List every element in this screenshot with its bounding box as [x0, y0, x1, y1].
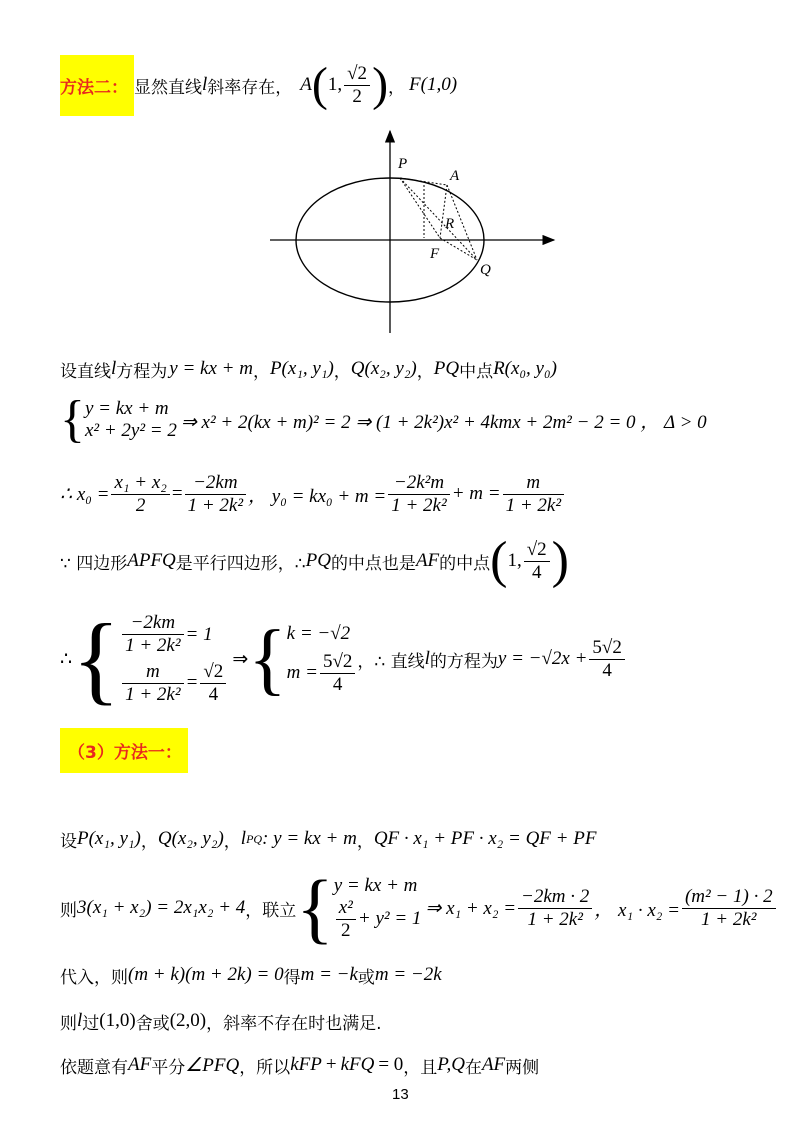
paren-left: (	[311, 58, 328, 111]
line9: 则 l 过 (1,0) 舍或 (2,0) ，斜率不存在时也满足.	[60, 1010, 382, 1034]
label-Q: Q	[480, 262, 491, 278]
line6: 设 P(x₁, y₁) ， Q(x₂, y₂) ， l PQ : y = kx + m ， QF · x₁ + PF · x₂ = QF + PF	[60, 828, 597, 852]
brace: {	[60, 391, 85, 448]
line5: ∴ { $\frac{-2km}{\text{1 + 2k²}}$ = 1 $\frac{m}{\text{1 + 2k²}}$ = $\frac{√2}{4}$ ⇒ { k = −√2 m = $\frac{5√2}{4}$ ，∴ 直线 l 的方程为 y = −√2x + $\frac{5√2}{4}$	[60, 604, 627, 714]
line3: ∴ x₀ = $\frac{\text{x₁ + x₂}}{2}$ = $\frac{-2km}{\text{1 + 2k²}}$ ， y₀ = kx₀ + m = $\frac{\text{−2k²m}}{\text{1 + 2k²}}$ + m = $\frac{m}{\text{1 + 2k²}}$	[60, 466, 566, 522]
method2-text: 显然直线	[134, 77, 202, 98]
line-l: l	[202, 74, 208, 95]
page-number: 13	[392, 1086, 409, 1103]
line1: 设直线 l 方程为 y = kx + m ， P(x₁, y₁) ， Q(x₂, y₂) ， PQ 中点 R(x₀, y₀)	[60, 358, 557, 382]
line8: 代入，则 (m + k)(m + 2k) = 0 得 m = −k 或 m = −2k	[60, 964, 442, 988]
method1-header	[60, 728, 188, 773]
label-R: R	[445, 216, 455, 232]
label-F: F	[430, 246, 440, 262]
ellipse-figure	[262, 125, 562, 335]
line2: { y = kx + m x² + 2y² = 2 ⇒ x² + 2(kx + m)² = 2 ⇒ (1 + 2k²)x² + 4kmx + 2m² − 2 = 0 ， Δ > 0	[60, 391, 707, 448]
line10: 依题意有 AF 平分 ∠PFQ ，所以 k FP + k FQ = 0 ，且 P,Q 在 AF 两侧	[60, 1054, 540, 1078]
A-x: 1,	[327, 74, 343, 95]
line7: 则 3(x₁ + x₂) = 2x₁x₂ + 4 ，联立 { y = kx + m $\frac{\text{x²}}{2}$ + y² = 1 ⇒ x₁ + x₂ = $\frac{-2km \cdot 2}{\text{1 + 2k²}}$ ， x₁ · x₂ = $\frac{\text{(m² − 1) · 2}}{\text{1 + 2k²}}$	[60, 866, 778, 950]
paren-right: )	[372, 58, 389, 111]
method1-tag: （3）方法一：	[60, 728, 188, 773]
label-A: A	[450, 168, 460, 184]
point-F: F(1,0)	[409, 74, 458, 95]
line4: ∵ 四边形 APFQ 是平行四边形，∴ PQ 的中点也是 AF 的中点 ( 1, $\frac{√2}{4}$ )	[60, 532, 569, 589]
point-A: A	[300, 74, 312, 95]
method2-tag: 方法二：	[60, 55, 134, 116]
A-y-fraction: $\frac{√2}{2}$	[344, 63, 370, 108]
label-P: P	[398, 156, 408, 172]
method2-line: 方法二： 显然直线 l 斜率存在， A ( 1, $\frac{√2}{2}$ ) ， F(1,0)	[60, 55, 457, 115]
method2-text2: 斜率存在，	[207, 77, 293, 98]
